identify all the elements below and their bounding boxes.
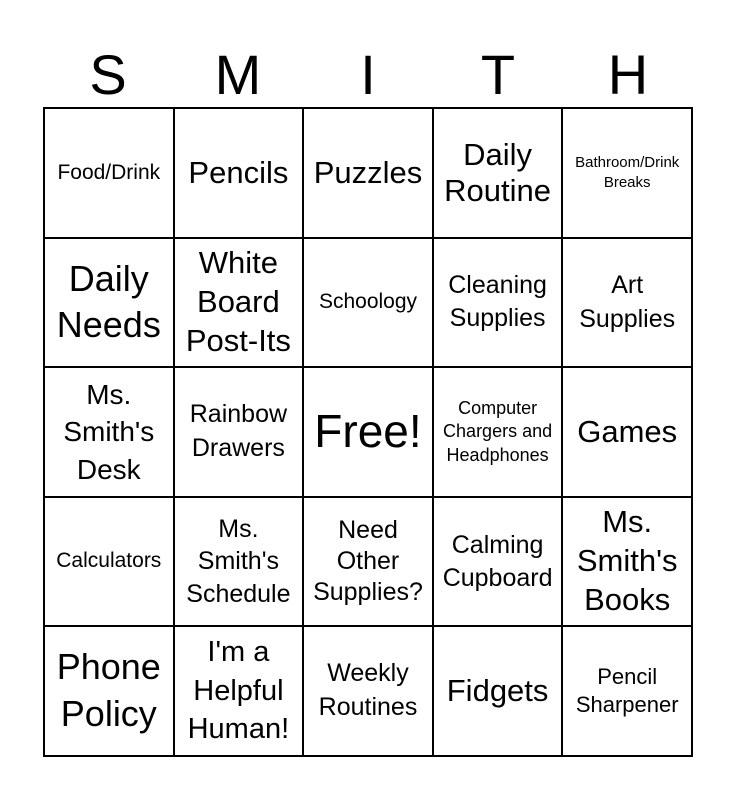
bingo-cell[interactable] [175,239,305,369]
cell-label: Bathroom/Drink Breaks [575,153,680,191]
bingo-cell[interactable] [175,498,305,628]
header-letter-1: S [89,43,127,106]
bingo-cell[interactable] [434,498,564,628]
cell-label: Free! [314,405,422,458]
bingo-cell[interactable] [434,368,564,498]
cell-label: Daily Needs [56,258,161,346]
bingo-cell[interactable] [45,498,175,628]
free-space[interactable] [304,368,434,498]
bingo-cell[interactable] [304,239,434,369]
cell-label: Rainbow Drawers [189,400,288,462]
cell-label: Ms. Smith's Desk [63,379,155,485]
header-letter-3: I [360,43,376,106]
bingo-cell[interactable] [45,109,175,239]
bingo-cell[interactable] [563,239,693,369]
bingo-cell[interactable] [563,627,693,757]
cell-label: Schoology [318,290,418,314]
cell-label: Phone Policy [56,646,161,735]
bingo-cell[interactable] [304,498,434,628]
cell-label: Daily Routine [444,136,552,208]
bingo-cell[interactable] [563,368,693,498]
cell-label: Art Supplies [579,270,676,334]
bingo-cell[interactable] [563,109,693,239]
cell-label: Games [577,413,678,449]
bingo-cell[interactable] [304,627,434,757]
header-letter-5: H [607,43,649,106]
bingo-cell[interactable] [45,239,175,369]
cell-label: Ms. Smith's Schedule [186,514,291,608]
cell-label: Cleaning Supplies [448,270,547,333]
cell-label: White Board Post-Its [185,245,291,358]
bingo-cell[interactable] [45,627,175,757]
bingo-cell[interactable] [175,109,305,239]
cell-label: Need Other Supplies? [313,515,423,607]
cell-label: Pencil Sharpener [575,663,679,718]
cell-label: I'm a Helpful Human! [187,636,290,746]
bingo-cell[interactable] [434,239,564,369]
cell-label: Computer Chargers and Headphones [443,397,553,465]
cell-label: Ms. Smith's Books [576,504,678,617]
bingo-cell[interactable] [434,627,564,757]
cell-label: Pencils [188,154,289,190]
cell-label: Calculators [56,549,162,573]
cell-label: Fidgets [446,673,549,709]
bingo-cell[interactable] [175,627,305,757]
bingo-board [43,107,693,757]
cell-label: Weekly Routines [318,659,418,722]
cell-label: Calming Cupboard [442,531,553,592]
cell-label: Puzzles [313,154,423,190]
header-letter-4: T [480,43,516,106]
bingo-cell[interactable] [175,368,305,498]
header-letter-2: M [214,43,262,106]
bingo-header [43,45,693,105]
bingo-cell[interactable] [434,109,564,239]
bingo-cell[interactable] [45,368,175,498]
bingo-cell[interactable] [304,109,434,239]
bingo-cell[interactable] [563,498,693,628]
cell-label: Food/Drink [57,160,161,184]
